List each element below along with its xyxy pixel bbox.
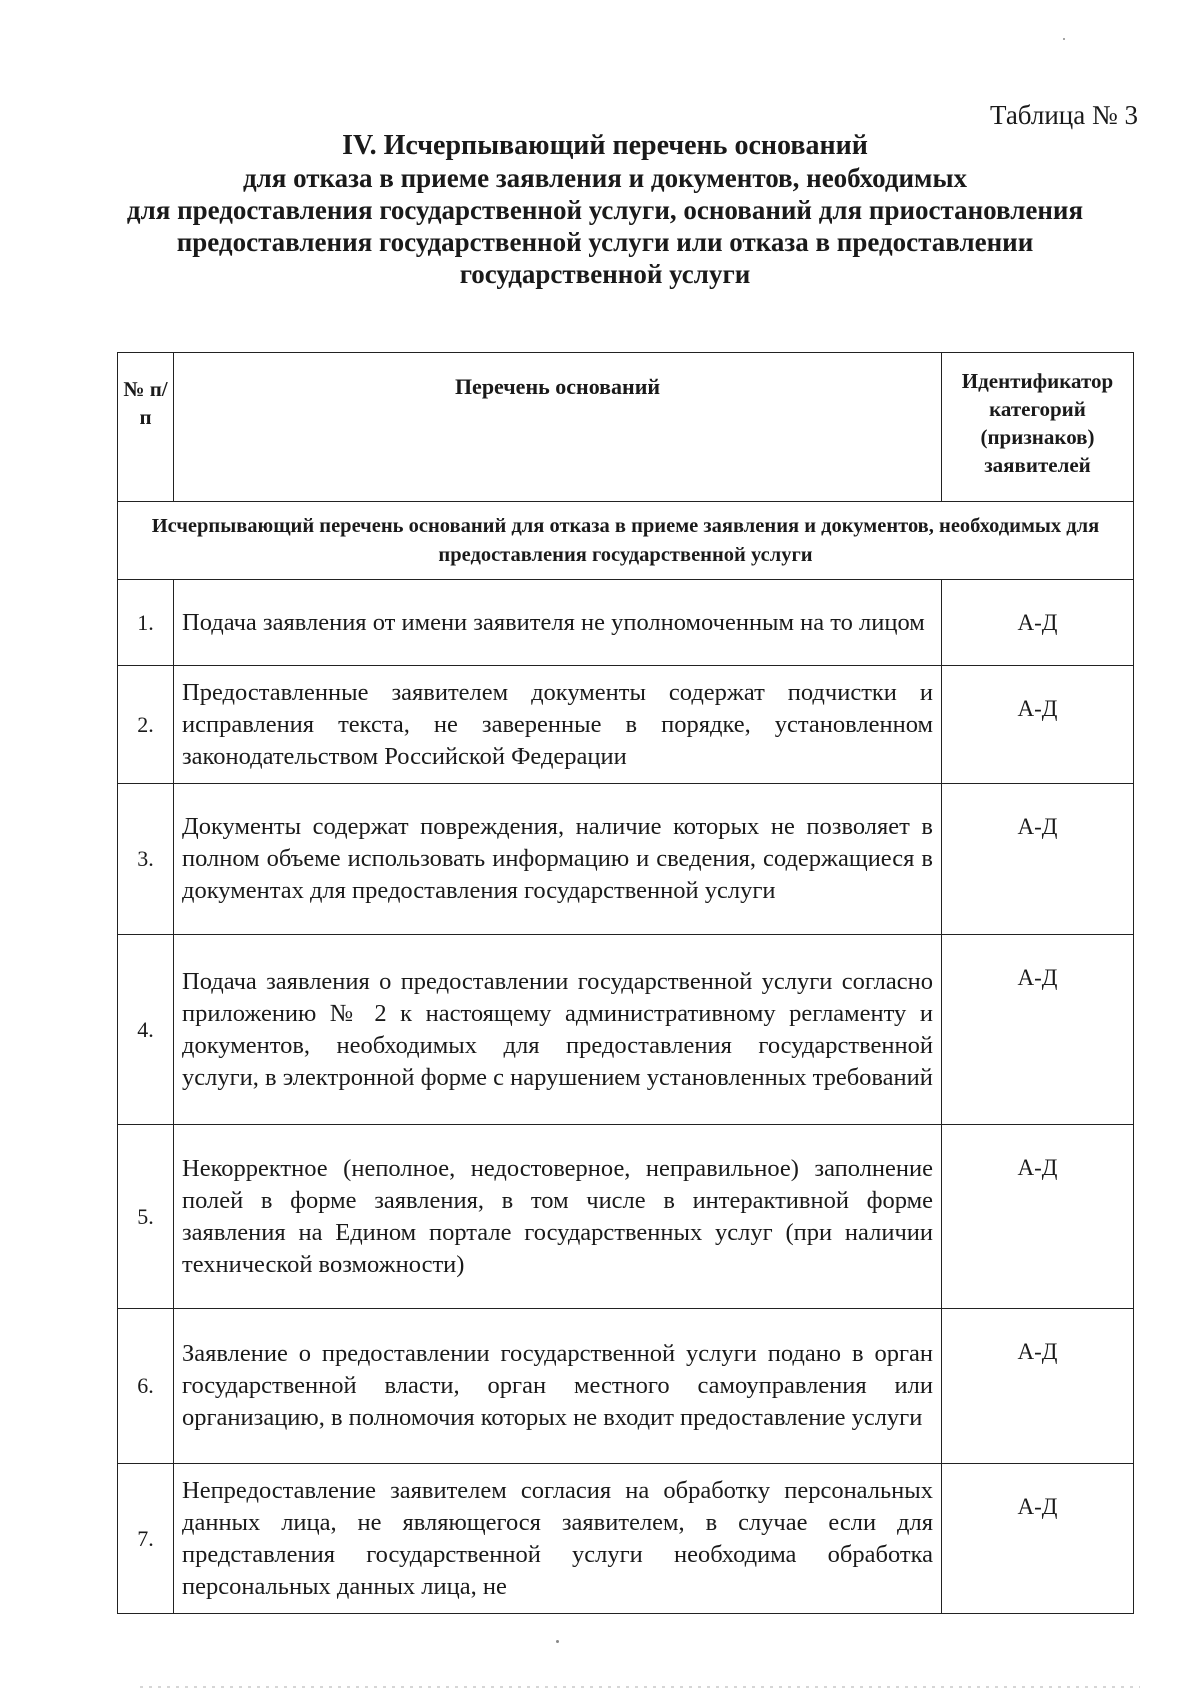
table-header-row: [118, 353, 1134, 502]
row-number: 3.: [118, 784, 174, 935]
scan-speck: [556, 1640, 559, 1643]
row-ground-text: Подача заявления от имени заявителя не уполномоченным на то лицом: [174, 580, 942, 666]
section-title: Исчерпывающий перечень оснований для отказа в приеме заявления и документов, необходимых для предоставления государственной услуги: [118, 502, 1134, 580]
row-identifier: А-Д: [942, 1125, 1134, 1309]
scan-edge-noise: [140, 1686, 1140, 1688]
row-number: 1.: [118, 580, 174, 666]
row-ground-text: Непредоставление заявителем согласия на обработку персональных данных лица, не являющегося заявителем, в случае если для представления государственной услуги необходима обработка персональных данных лица, не: [174, 1464, 942, 1614]
header-grounds: Перечень оснований: [174, 353, 942, 502]
table-row: [118, 1125, 1134, 1309]
row-identifier: А-Д: [942, 784, 1134, 935]
table-row: [118, 935, 1134, 1125]
row-identifier: А-Д: [942, 935, 1134, 1125]
row-number: 5.: [118, 1125, 174, 1309]
grounds-table: [117, 352, 1134, 1614]
row-number: 6.: [118, 1309, 174, 1464]
row-identifier: А-Д: [942, 666, 1134, 784]
table-row: [118, 1464, 1134, 1614]
row-ground-text: Документы содержат повреждения, наличие которых не позволяет в полном объеме использовать информацию и сведения, содержащиеся в документах для предоставления государственной услуги: [174, 784, 942, 935]
row-number: 4.: [118, 935, 174, 1125]
table-row: [118, 666, 1134, 784]
row-number: 2.: [118, 666, 174, 784]
heading-line: IV. Исчерпывающий перечень оснований: [342, 130, 868, 161]
table-row: [118, 1309, 1134, 1464]
row-number: 7.: [118, 1464, 174, 1614]
table-row: [118, 580, 1134, 666]
scan-speck: [1063, 38, 1065, 40]
table-number-label: Таблица № 3: [990, 100, 1138, 130]
header-identifier: Идентификатор категорий (признаков) заявителей: [942, 353, 1134, 502]
heading-line: для отказа в приеме заявления и документов, необходимых: [242, 163, 968, 193]
row-identifier: А-Д: [942, 1464, 1134, 1614]
heading-line: для предоставления государственной услуги, оснований для приостановления: [126, 195, 1084, 225]
row-ground-text: Подача заявления о предоставлении государственной услуги согласно приложению № 2 к настоящему административному регламенту и документов, необходимых для предоставления государственной услуги, в электронной форме с нарушением установленных требований: [174, 935, 942, 1125]
table-section-row: [118, 502, 1134, 580]
table-row: [118, 784, 1134, 935]
section-heading: [80, 130, 1130, 290]
row-ground-text: Заявление о предоставлении государственной услуги подано в орган государственной власти, орган местного самоуправления или организацию, в полномочия которых не входит предоставление услуги: [174, 1309, 942, 1464]
row-ground-text: Предоставленные заявителем документы содержат подчистки и исправления текста, не заверенные в порядке, установленном законодательством Российской Федерации: [174, 666, 942, 784]
row-identifier: А-Д: [942, 1309, 1134, 1464]
header-number: № п/п: [118, 353, 174, 502]
heading-line: предоставления государственной услуги или отказа в предоставлении: [176, 227, 1034, 257]
row-identifier: А-Д: [942, 580, 1134, 666]
row-ground-text: Некорректное (неполное, недостоверное, неправильное) заполнение полей в форме заявления, в том числе в интерактивной форме заявления на Едином портале государственных услуг (при наличии технической возможности): [174, 1125, 942, 1309]
heading-line: государственной услуги: [459, 259, 751, 289]
